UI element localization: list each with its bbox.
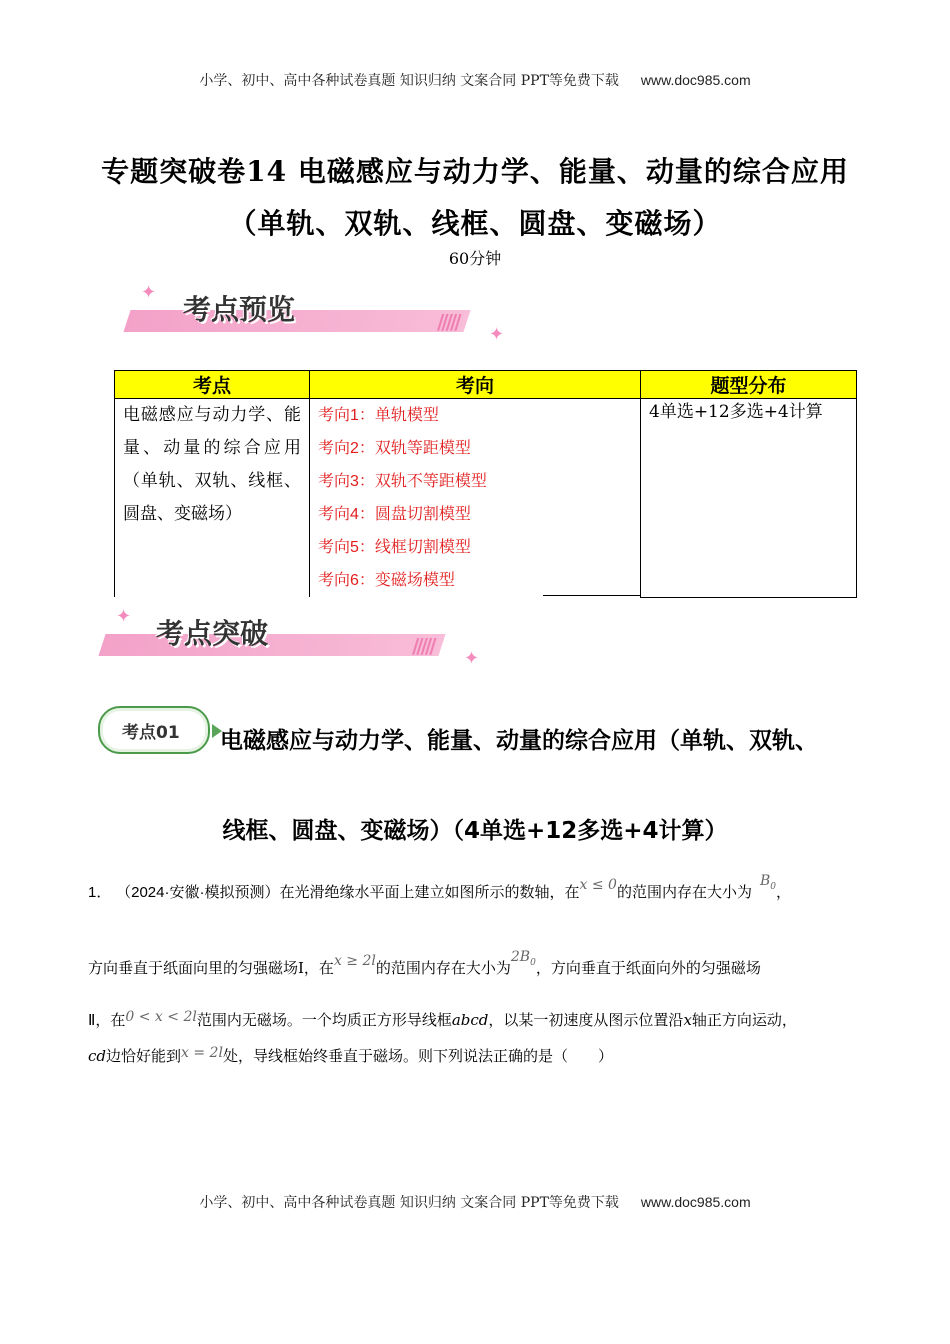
question-number: 1．	[88, 884, 112, 901]
math-var: x	[683, 1011, 692, 1029]
table-header: 考点	[115, 371, 310, 399]
section-title-preview: 考点预览	[183, 293, 296, 326]
header-website-link[interactable]: www.doc985.com	[640, 72, 751, 88]
math-expr: x ≥ 2l	[333, 953, 376, 969]
question-text: 的范围内存在大小为	[616, 883, 752, 901]
math-expr: $B_0$	[759, 873, 776, 892]
question-line-2	[88, 949, 873, 985]
direction-item: 考向5：线框切割模型	[318, 539, 471, 556]
direction-item: 考向4：圆盘切割模型	[318, 506, 471, 523]
math-expr: 0 < x < 2l	[125, 1009, 197, 1025]
question-text: 处，导线框始终垂直于磁场。则下列说法正确的是（ ）	[222, 1047, 613, 1065]
sparkle-icon: ✦	[489, 324, 505, 345]
topic-cell: 电磁感应与动力学、能量、动量的综合应用（单轨、双轨、线框、圆盘、变磁场）	[123, 405, 301, 524]
question-text: 在光滑绝缘水平面上建立如图所示的数轴，在	[279, 883, 580, 901]
banner-hatch: /////	[412, 634, 434, 658]
table-header: 题型分布	[641, 371, 857, 399]
table-header: 考向	[310, 371, 641, 399]
point-title-line1: 电磁感应与动力学、能量、动量的综合应用（单轨、双轨、	[220, 728, 818, 754]
duration-label: 60分钟	[448, 249, 502, 268]
direction-item: 考向6：变磁场模型	[318, 572, 455, 589]
distribution-cell: 4单选+12多选+4计算	[649, 402, 823, 422]
question-text: 轴正方向运动，	[691, 1011, 797, 1029]
point-badge	[98, 706, 210, 754]
footer-website-link[interactable]: www.doc985.com	[640, 1194, 751, 1210]
banner-stripe	[98, 634, 445, 656]
question-text: Ⅱ，在	[88, 1012, 126, 1029]
question-line-1	[88, 873, 873, 909]
sparkle-icon: ✦	[116, 606, 132, 627]
question-text: 范围内无磁场。一个均质正方形导线框	[196, 1011, 452, 1029]
sparkle-icon: ✦	[141, 282, 157, 303]
point-title-line2: 线框、圆盘、变磁场）（4单选+12多选+4计算）	[222, 818, 728, 844]
math-expr: x = 2l	[181, 1045, 223, 1061]
direction-item: 考向2：双轨等距模型	[318, 440, 471, 457]
banner-hatch: /////	[437, 310, 459, 334]
question-source: （2024·安徽·模拟预测）	[116, 884, 280, 901]
table-bottom-rule	[543, 595, 640, 596]
question-text: ，以某一初速度从图示位置沿	[488, 1011, 684, 1029]
math-expr: x ≤ 0	[579, 877, 617, 893]
question-text: 边恰好能到	[106, 1047, 182, 1065]
question-text: 方向垂直于纸面向里的匀强磁场Ⅰ，在	[88, 959, 334, 977]
section-title-breakthrough: 考点突破	[156, 617, 269, 650]
question-line-3	[88, 1010, 873, 1031]
math-var: cd	[88, 1047, 107, 1065]
section-banner-preview	[105, 280, 525, 350]
math-expr: $2B_0$	[510, 949, 536, 968]
topic-overview-table	[114, 370, 857, 598]
doc-title-line1: 专题突破卷14 电磁感应与动力学、能量、动量的综合应用	[101, 155, 849, 188]
section-banner-breakthrough	[80, 604, 500, 674]
page-footer	[0, 1192, 950, 1212]
header-text: 小学、初中、高中各种试卷真题 知识归纳 文案合同 PPT等免费下载	[199, 73, 619, 89]
math-var: abcd	[451, 1011, 489, 1029]
doc-title-line2: （单轨、双轨、线框、圆盘、变磁场）	[228, 207, 722, 240]
direction-item: 考向3：双轨不等距模型	[318, 473, 487, 490]
sparkle-icon: ✦	[464, 648, 480, 669]
point-badge-label: 考点01	[122, 723, 180, 743]
question-text: ，方向垂直于纸面向外的匀强磁场	[535, 959, 761, 977]
page-header	[0, 70, 950, 90]
footer-text: 小学、初中、高中各种试卷真题 知识归纳 文案合同 PPT等免费下载	[199, 1195, 619, 1211]
question-text: 的范围内存在大小为	[375, 959, 511, 977]
banner-stripe	[123, 310, 470, 332]
direction-item: 考向1：单轨模型	[318, 407, 439, 424]
question-text: ，	[776, 883, 792, 901]
question-line-4	[88, 1046, 873, 1067]
